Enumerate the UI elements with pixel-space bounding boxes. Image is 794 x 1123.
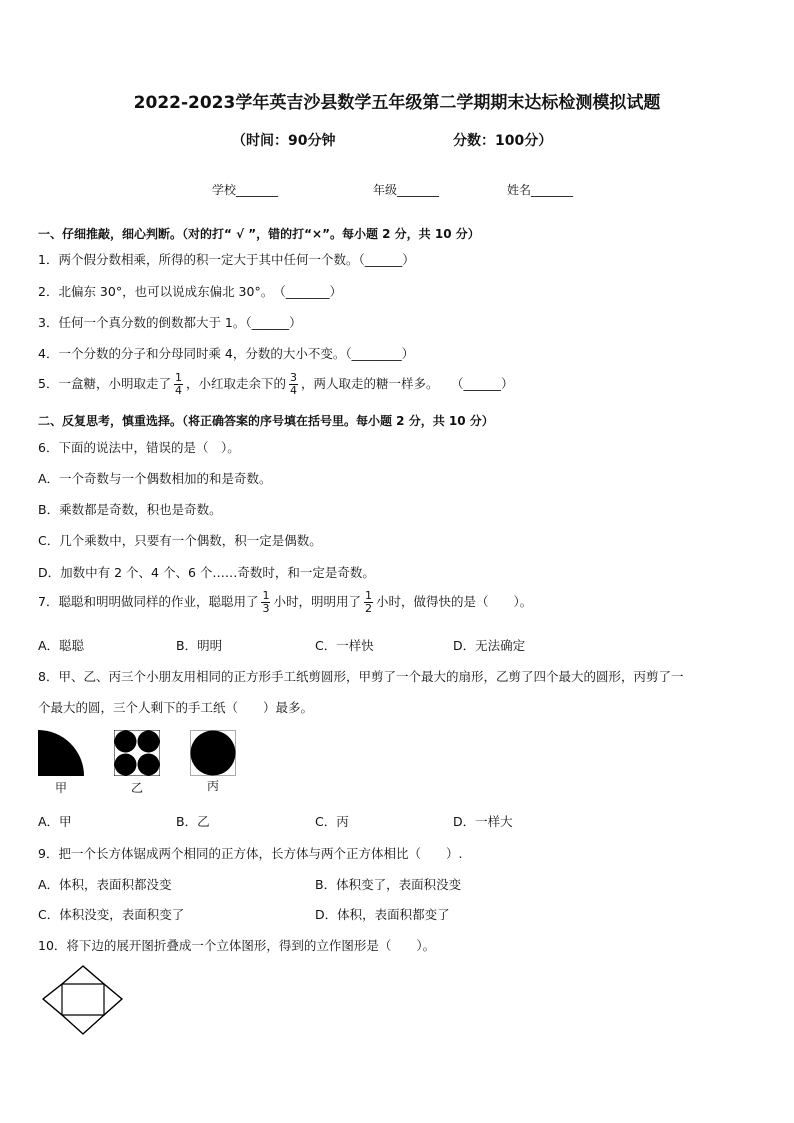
- q6-option-c: C．几个乘数中，只要有一个偶数，积一定是偶数。: [38, 533, 322, 548]
- school-field: 学校_______: [212, 183, 279, 197]
- denominator: 3: [262, 602, 270, 615]
- figure-label-jia: 甲: [55, 781, 68, 795]
- q8-option-b: B．乙: [176, 814, 210, 829]
- q7-option-c: C．一样快: [315, 638, 374, 653]
- section1-heading: 一、仔细推敲，细心判断。（对的打“ √ ”，错的打“×”。每小题 2 分，共 10 分）: [38, 227, 480, 241]
- q8-option-a: A．甲: [38, 814, 72, 829]
- name-field: 姓名_______: [507, 183, 574, 197]
- section2-heading: 二、反复思考，慎重选择。（将正确答案的序号填在括号里。每小题 2 分，共 10 分）: [38, 414, 494, 428]
- q7-text-a: 7．聪聪和明明做同样的作业，聪聪用了: [38, 594, 259, 609]
- question-10: 10．将下边的展开图折叠成一个立体图形，得到的立作图形是（ ）。: [38, 938, 436, 953]
- numerator: 1: [364, 589, 372, 602]
- q6-option-a: A．一个奇数与一个偶数相加的和是奇数。: [38, 471, 272, 486]
- question-2: 2．北偏东 30°，也可以说成东偏北 30°。 （_______）: [38, 284, 342, 299]
- q8-option-c: C．丙: [315, 814, 349, 829]
- q5-text-a: 5．一盒糖，小明取走了: [38, 376, 171, 391]
- grade-field: 年级_______: [373, 183, 440, 197]
- denominator: 2: [364, 602, 372, 615]
- fraction: [289, 372, 298, 397]
- q7-text-b: 小时，明明用了: [273, 594, 361, 609]
- q9-option-d: D．体积，表面积都变了: [315, 907, 450, 922]
- q9-option-b: B．体积变了，表面积没变: [315, 877, 462, 892]
- numerator: 3: [289, 371, 297, 384]
- q8-option-d: D．一样大: [453, 814, 513, 829]
- numerator: 1: [262, 589, 270, 602]
- question-7: [38, 590, 532, 615]
- q7-option-d: D．无法确定: [453, 638, 526, 653]
- q7-option-b: B．明明: [176, 638, 223, 653]
- figure-label-yi: 乙: [131, 781, 144, 795]
- fraction: [261, 590, 270, 615]
- question-6: 6．下面的说法中，错误的是（ ）。: [38, 440, 240, 455]
- four-circles-figure: [114, 730, 160, 776]
- question-4: 4．一个分数的分子和分母同时乘 4，分数的大小不变。（________）: [38, 346, 415, 361]
- question-8-line2: 个最大的圆，三个人剩下的手工纸（ ）最多。: [38, 700, 314, 715]
- figure-label-bing: 丙: [207, 779, 220, 793]
- page-title: 2022-2023学年英吉沙县数学五年级第二学期期末达标检测模拟试题: [133, 93, 661, 113]
- exam-score: 分数：100分）: [453, 133, 553, 149]
- q6-option-d: D．加数中有 2 个、4 个、6 个……奇数时，和一定是奇数。: [38, 565, 375, 580]
- q7-option-a: A．聪聪: [38, 638, 85, 653]
- denominator: 4: [174, 384, 182, 397]
- fraction: [174, 372, 183, 397]
- q9-option-a: A．体积，表面积都没变: [38, 877, 172, 892]
- pyramid-net-figure: [38, 963, 128, 1038]
- q7-text-c: 小时，做得快的是（ ）。: [375, 594, 533, 609]
- q5-text-c: ，两人取走的糖一样多。 （______）: [300, 376, 514, 391]
- q6-option-b: B．乘数都是奇数，积也是奇数。: [38, 502, 222, 517]
- one-circle-figure: [190, 730, 236, 776]
- denominator: 4: [289, 384, 297, 397]
- q5-text-b: ，小红取走余下的: [185, 376, 286, 391]
- quarter-circle-figure: [38, 730, 84, 776]
- question-8-line1: 8．甲、乙、丙三个小朋友用相同的正方形手工纸剪圆形，甲剪了一个最大的扇形，乙剪了四个最大的圆形，丙剪了一: [38, 669, 684, 684]
- q9-option-c: C．体积没变，表面积变了: [38, 907, 185, 922]
- question-3: 3．任何一个真分数的倒数都大于 1。（______）: [38, 315, 302, 330]
- question-1: 1．两个假分数相乘，所得的积一定大于其中任何一个数。（______）: [38, 252, 415, 267]
- numerator: 1: [174, 371, 182, 384]
- question-5: [38, 372, 514, 397]
- question-9: 9．把一个长方体锯成两个相同的正方体，长方体与两个正方体相比（ ）.: [38, 846, 463, 861]
- exam-time: （时间：90分钟: [232, 133, 336, 149]
- fraction: [364, 590, 373, 615]
